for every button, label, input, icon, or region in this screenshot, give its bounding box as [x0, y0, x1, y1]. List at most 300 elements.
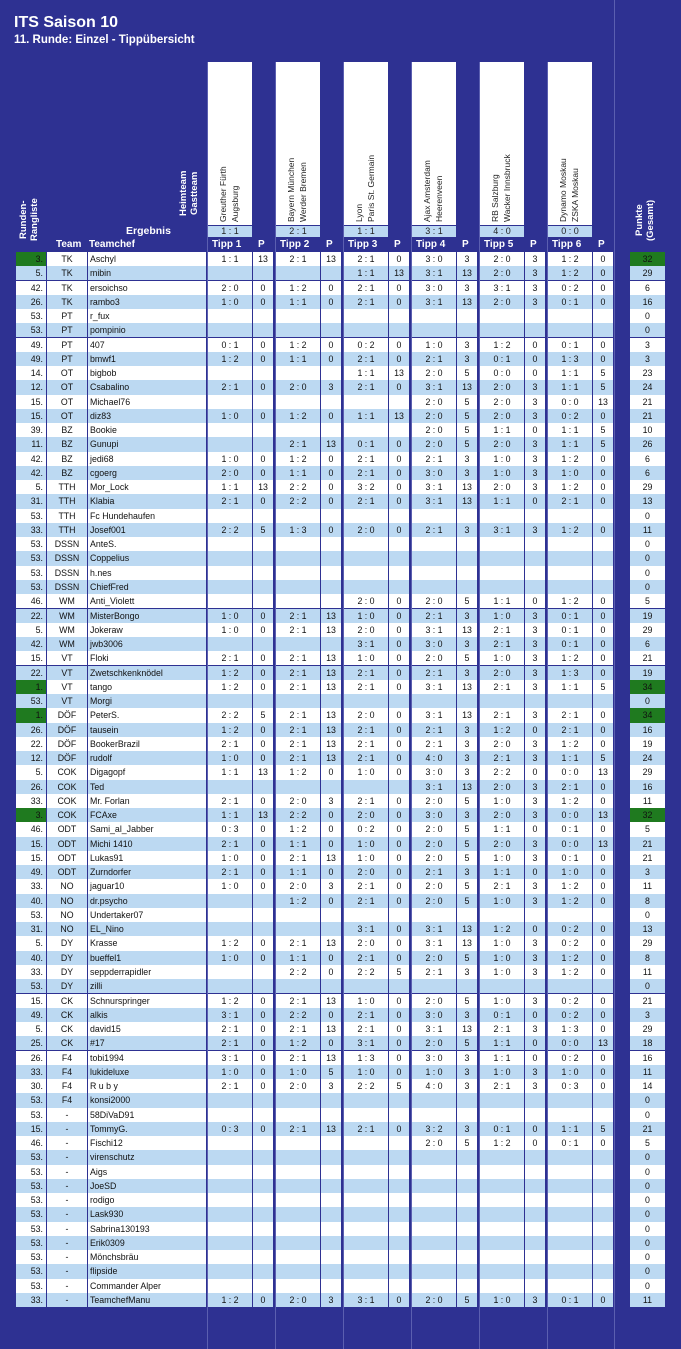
tipp-cell [548, 537, 592, 551]
tipp-cell: 1 : 2 [276, 894, 320, 908]
tipp-cell: 2 : 1 [276, 737, 320, 751]
tipp-cell [344, 423, 388, 437]
points-cell [253, 1093, 273, 1107]
tipp-cell: 2 : 2 [276, 480, 320, 494]
points-cell: 0 [253, 352, 273, 366]
points-cell: 13 [593, 837, 613, 851]
tipp-cell: 2 : 0 [412, 879, 456, 893]
rank-cell: 5. [16, 765, 46, 779]
tipp-cell [208, 1236, 252, 1250]
points-cell: 13 [457, 936, 477, 950]
points-cell [525, 580, 545, 594]
tipp-cell: 1 : 2 [548, 452, 592, 466]
points-cell: 5 [457, 994, 477, 1008]
points-cell [253, 1236, 273, 1250]
points-cell [389, 323, 409, 337]
points-cell [389, 1179, 409, 1193]
rank-cell: 49. [16, 352, 46, 366]
points-cell: 0 [593, 794, 613, 808]
match-result: 0 : 0 [548, 226, 592, 237]
total-points-cell: 24 [630, 751, 665, 765]
team-cell: TK [47, 252, 87, 266]
points-cell: 5 [253, 708, 273, 722]
tipp-cell [548, 580, 592, 594]
points-cell [321, 309, 341, 323]
tipp-cell: 0 : 1 [548, 338, 592, 352]
total-points-cell: 0 [630, 1264, 665, 1278]
points-cell: 13 [321, 651, 341, 665]
tipp-cell: 3 : 0 [412, 1051, 456, 1065]
tipp-cell: 2 : 0 [412, 1293, 456, 1307]
points-cell: 13 [321, 252, 341, 266]
rank-cell: 53. [16, 1150, 46, 1164]
points-cell: 0 [389, 480, 409, 494]
points-cell: 3 [457, 1065, 477, 1079]
match-result: 3 : 1 [412, 226, 456, 237]
rank-cell: 53. [16, 1207, 46, 1221]
tipp-cell: 1 : 1 [208, 808, 252, 822]
tipp-cell: 0 : 1 [208, 338, 252, 352]
tipp-cell: 2 : 0 [344, 523, 388, 537]
tipp-cell: 1 : 0 [480, 452, 524, 466]
tipp-cell [208, 551, 252, 565]
tipp-cell [208, 366, 252, 380]
tipp-cell: 4 : 0 [412, 1079, 456, 1093]
tipp-cell [480, 537, 524, 551]
points-cell [593, 1093, 613, 1107]
tipp-cell: 1 : 1 [344, 366, 388, 380]
tipp-cell: 2 : 1 [344, 951, 388, 965]
points-cell: 0 [593, 523, 613, 537]
points-cell: 13 [593, 765, 613, 779]
points-cell: 13 [593, 808, 613, 822]
points-cell [321, 637, 341, 651]
team-cell: COK [47, 808, 87, 822]
table-row [16, 1279, 665, 1293]
tipp-cell: 1 : 2 [548, 266, 592, 280]
tipp-cell: 1 : 0 [480, 851, 524, 865]
tipp-cell [208, 1222, 252, 1236]
tipp-column-header: Tipp 4 [416, 239, 446, 250]
tipp-cell: 1 : 0 [480, 794, 524, 808]
points-cell: 0 [389, 723, 409, 737]
points-cell: 5 [457, 366, 477, 380]
team-cell: CK [47, 994, 87, 1008]
tipp-cell [208, 323, 252, 337]
tipp-cell: 0 : 2 [548, 922, 592, 936]
total-points-cell: 23 [630, 366, 665, 380]
points-cell: 0 [253, 409, 273, 423]
rank-cell: 53. [16, 1236, 46, 1250]
tipp-cell [276, 1222, 320, 1236]
tipp-cell: 1 : 2 [276, 452, 320, 466]
rank-cell: 53. [16, 1193, 46, 1207]
tipp-cell [276, 395, 320, 409]
tipp-cell: 1 : 3 [548, 666, 592, 680]
tipp-cell: 1 : 0 [480, 1293, 524, 1307]
tipp-cell [276, 1250, 320, 1264]
table-row [16, 609, 665, 623]
tipp-cell: 2 : 1 [344, 1022, 388, 1036]
tipp-cell [208, 580, 252, 594]
team-cell: - [47, 1222, 87, 1236]
tipp-cell [344, 580, 388, 594]
tipp-cell [548, 1207, 592, 1221]
points-cell [525, 1264, 545, 1278]
team-cell: F4 [47, 1051, 87, 1065]
points-cell [321, 922, 341, 936]
points-cell [457, 1193, 477, 1207]
teamchef-cell: rudolf [88, 751, 206, 765]
tipp-cell [208, 1193, 252, 1207]
tipp-cell: 2 : 1 [480, 708, 524, 722]
tipp-cell: 2 : 1 [276, 1022, 320, 1036]
home-team-name: Ajax Amsterdam [422, 160, 432, 222]
points-cell: 0 [253, 666, 273, 680]
points-cell [253, 1193, 273, 1207]
points-cell [253, 1279, 273, 1293]
points-cell: 13 [457, 494, 477, 508]
points-cell [389, 1150, 409, 1164]
total-points-cell: 26 [630, 437, 665, 451]
tipp-cell [412, 323, 456, 337]
rank-cell: 49. [16, 338, 46, 352]
table-row [16, 651, 665, 665]
total-points-cell: 3 [630, 338, 665, 352]
rank-cell: 1. [16, 708, 46, 722]
table-row [16, 1108, 665, 1122]
points-cell [457, 1236, 477, 1250]
tipp-cell: 1 : 0 [208, 951, 252, 965]
points-cell: 5 [389, 965, 409, 979]
tipp-column-header: Tipp 1 [212, 239, 242, 250]
total-points-cell: 32 [630, 808, 665, 822]
tipp-cell: 2 : 0 [276, 1293, 320, 1307]
tipp-cell [480, 1108, 524, 1122]
points-cell [321, 323, 341, 337]
teamchef-cell: Coppelius [88, 551, 206, 565]
tipp-cell: 1 : 1 [548, 751, 592, 765]
points-cell [389, 423, 409, 437]
points-cell [321, 566, 341, 580]
points-cell: 13 [593, 395, 613, 409]
points-cell: 13 [457, 780, 477, 794]
tipp-cell [412, 1264, 456, 1278]
tipp-cell: 1 : 2 [276, 822, 320, 836]
points-cell [321, 551, 341, 565]
points-cell: 0 [389, 737, 409, 751]
points-cell [389, 1222, 409, 1236]
tipp-cell: 1 : 0 [480, 936, 524, 950]
tipp-cell: 2 : 1 [276, 851, 320, 865]
tipp-cell: 2 : 0 [208, 466, 252, 480]
points-cell: 13 [321, 737, 341, 751]
tipp-cell: 1 : 0 [208, 452, 252, 466]
punkte-header: Punkte (Gesamt) [634, 199, 656, 241]
points-cell [389, 1093, 409, 1107]
table-row [16, 723, 665, 737]
teamchef-cell: seppderrapidler [88, 965, 206, 979]
rank-cell: 33. [16, 794, 46, 808]
teamchef-header: Teamchef [89, 239, 135, 250]
tipp-cell [412, 509, 456, 523]
team-cell: DSSN [47, 551, 87, 565]
points-cell [593, 309, 613, 323]
points-cell [525, 908, 545, 922]
tipp-cell: 2 : 1 [344, 680, 388, 694]
points-cell [457, 580, 477, 594]
rank-cell: 15. [16, 837, 46, 851]
tipp-cell: 1 : 0 [480, 609, 524, 623]
points-cell: 0 [593, 637, 613, 651]
points-cell: 0 [593, 494, 613, 508]
tipp-cell: 2 : 0 [480, 808, 524, 822]
points-cell [389, 1108, 409, 1122]
points-cell: 5 [457, 851, 477, 865]
points-cell: 13 [389, 266, 409, 280]
tipp-cell [344, 1207, 388, 1221]
rank-cell: 15. [16, 409, 46, 423]
points-cell: 13 [253, 480, 273, 494]
points-cell: 0 [389, 494, 409, 508]
tipp-cell [208, 908, 252, 922]
table-row [16, 1150, 665, 1164]
points-cell [525, 1165, 545, 1179]
tipp-cell: 2 : 1 [412, 452, 456, 466]
team-cell: NO [47, 879, 87, 893]
points-cell: 0 [389, 594, 409, 608]
rank-cell: 33. [16, 1293, 46, 1307]
tipp-cell [548, 509, 592, 523]
table-row [16, 694, 665, 708]
team-cell: OT [47, 380, 87, 394]
teamchef-cell: Sabrina130193 [88, 1222, 206, 1236]
team-cell: CK [47, 1022, 87, 1036]
points-cell [593, 566, 613, 580]
points-cell: 3 [457, 523, 477, 537]
tipp-cell: 1 : 2 [548, 523, 592, 537]
points-cell [389, 566, 409, 580]
rank-cell: 53. [16, 1264, 46, 1278]
points-cell: 13 [457, 922, 477, 936]
rank-cell: 53. [16, 323, 46, 337]
points-cell: 3 [525, 266, 545, 280]
tipp-cell: 3 : 1 [412, 708, 456, 722]
points-cell: 5 [457, 395, 477, 409]
page-title: ITS Saison 10 [14, 14, 119, 31]
points-cell: 13 [321, 723, 341, 737]
points-column-header: P [326, 239, 333, 250]
teamchef-cell: Digagopf [88, 765, 206, 779]
tipp-cell [276, 323, 320, 337]
tipp-cell: 2 : 1 [208, 1079, 252, 1093]
points-cell [593, 694, 613, 708]
tipp-cell [208, 1279, 252, 1293]
table-row [16, 352, 665, 366]
points-cell: 0 [321, 965, 341, 979]
tipp-cell: 3 : 1 [208, 1051, 252, 1065]
tipp-cell [480, 979, 524, 993]
points-cell: 0 [253, 865, 273, 879]
points-cell [321, 1222, 341, 1236]
points-cell: 0 [593, 865, 613, 879]
tipp-cell [344, 979, 388, 993]
points-cell: 3 [525, 623, 545, 637]
rank-cell: 40. [16, 894, 46, 908]
teamchef-cell: lukideluxe [88, 1065, 206, 1079]
tipp-cell: 2 : 1 [548, 723, 592, 737]
tipp-cell [208, 537, 252, 551]
tipp-cell: 0 : 0 [548, 765, 592, 779]
tipp-cell: 1 : 2 [548, 879, 592, 893]
points-cell: 0 [593, 452, 613, 466]
tipp-cell: 1 : 1 [208, 252, 252, 266]
team-cell: PT [47, 338, 87, 352]
total-points-cell: 16 [630, 1051, 665, 1065]
points-cell [321, 1150, 341, 1164]
points-cell: 0 [389, 1293, 409, 1307]
tipp-cell [548, 1150, 592, 1164]
points-cell [389, 551, 409, 565]
tipp-cell: 1 : 2 [480, 922, 524, 936]
rank-cell: 42. [16, 281, 46, 295]
points-cell: 0 [253, 851, 273, 865]
points-cell: 0 [593, 737, 613, 751]
tipp-cell: 3 : 1 [412, 380, 456, 394]
points-cell [593, 1165, 613, 1179]
teamchef-cell: david15 [88, 1022, 206, 1036]
table-row [16, 1122, 665, 1136]
team-cell: DÖF [47, 737, 87, 751]
tipp-cell: 3 : 0 [412, 281, 456, 295]
rank-cell: 25. [16, 1036, 46, 1050]
tipp-cell: 0 : 0 [548, 395, 592, 409]
points-cell: 0 [253, 452, 273, 466]
total-points-cell: 19 [630, 609, 665, 623]
tipp-cell: 2 : 1 [208, 380, 252, 394]
points-cell: 3 [457, 965, 477, 979]
tipp-cell: 2 : 0 [480, 295, 524, 309]
points-cell [253, 537, 273, 551]
tipp-cell [276, 694, 320, 708]
rank-cell: 53. [16, 509, 46, 523]
table-row [16, 480, 665, 494]
rank-cell: 53. [16, 979, 46, 993]
points-cell [389, 1264, 409, 1278]
teamchef-cell: Fc Hundehaufen [88, 509, 206, 523]
team-cell: PT [47, 323, 87, 337]
points-cell [457, 551, 477, 565]
teamchef-cell: Mönchsbräu [88, 1250, 206, 1264]
points-cell: 3 [525, 281, 545, 295]
tipp-cell: 1 : 0 [344, 1065, 388, 1079]
team-cell: - [47, 1165, 87, 1179]
points-cell: 13 [389, 409, 409, 423]
tipp-cell [276, 594, 320, 608]
tipp-cell [208, 1136, 252, 1150]
tipp-cell: 2 : 0 [412, 1136, 456, 1150]
points-cell [253, 780, 273, 794]
team-cell: DY [47, 965, 87, 979]
tipp-cell: 3 : 1 [208, 1008, 252, 1022]
tipp-cell: 1 : 2 [276, 338, 320, 352]
points-cell: 0 [593, 266, 613, 280]
points-cell: 0 [389, 1065, 409, 1079]
team-cell: DÖF [47, 723, 87, 737]
points-cell [457, 1179, 477, 1193]
tipp-cell: 0 : 1 [548, 637, 592, 651]
rank-cell: 26. [16, 295, 46, 309]
team-cell: DY [47, 951, 87, 965]
team-cell: BZ [47, 423, 87, 437]
rank-cell: 3. [16, 252, 46, 266]
rank-header: Runden- Rangliste [18, 198, 40, 242]
points-cell: 0 [253, 623, 273, 637]
points-cell: 0 [253, 1079, 273, 1093]
tipp-cell: 0 : 2 [548, 1008, 592, 1022]
team-cell: TK [47, 295, 87, 309]
tipp-cell [548, 1250, 592, 1264]
tipp-cell [276, 1108, 320, 1122]
rank-cell: 46. [16, 822, 46, 836]
tipp-cell: 2 : 1 [344, 894, 388, 908]
points-cell: 3 [525, 395, 545, 409]
teamchef-cell: Erik0309 [88, 1236, 206, 1250]
points-cell: 0 [321, 480, 341, 494]
tipp-cell: 2 : 1 [208, 837, 252, 851]
tipp-cell [208, 922, 252, 936]
team-cell: F4 [47, 1065, 87, 1079]
points-cell: 0 [593, 822, 613, 836]
points-cell: 0 [525, 822, 545, 836]
points-cell [253, 1207, 273, 1221]
rank-cell: 12. [16, 380, 46, 394]
teamchef-cell: dr.psycho [88, 894, 206, 908]
team-cell: - [47, 1136, 87, 1150]
tipp-cell: 2 : 2 [276, 808, 320, 822]
table-row [16, 837, 665, 851]
table-row [16, 309, 665, 323]
points-cell: 3 [525, 480, 545, 494]
points-cell: 3 [525, 894, 545, 908]
points-cell [321, 1250, 341, 1264]
points-cell [457, 509, 477, 523]
team-cell: CK [47, 1008, 87, 1022]
points-cell: 5 [457, 837, 477, 851]
points-cell: 0 [321, 523, 341, 537]
tipp-cell [208, 309, 252, 323]
tipp-cell: 3 : 1 [480, 281, 524, 295]
tipp-cell: 2 : 0 [412, 395, 456, 409]
table-row [16, 1207, 665, 1221]
tipp-cell: 2 : 0 [344, 594, 388, 608]
tipp-cell [276, 366, 320, 380]
tipp-cell: 2 : 1 [208, 494, 252, 508]
points-cell: 0 [389, 352, 409, 366]
points-cell: 0 [593, 609, 613, 623]
rank-cell: 12. [16, 751, 46, 765]
points-cell [253, 1264, 273, 1278]
total-points-cell: 6 [630, 466, 665, 480]
points-cell [457, 1165, 477, 1179]
tipp-cell: 3 : 2 [344, 480, 388, 494]
table-row [16, 623, 665, 637]
tipp-cell: 2 : 1 [344, 723, 388, 737]
table-row [16, 879, 665, 893]
points-cell [457, 1264, 477, 1278]
tipp-cell [344, 551, 388, 565]
points-cell: 0 [321, 894, 341, 908]
